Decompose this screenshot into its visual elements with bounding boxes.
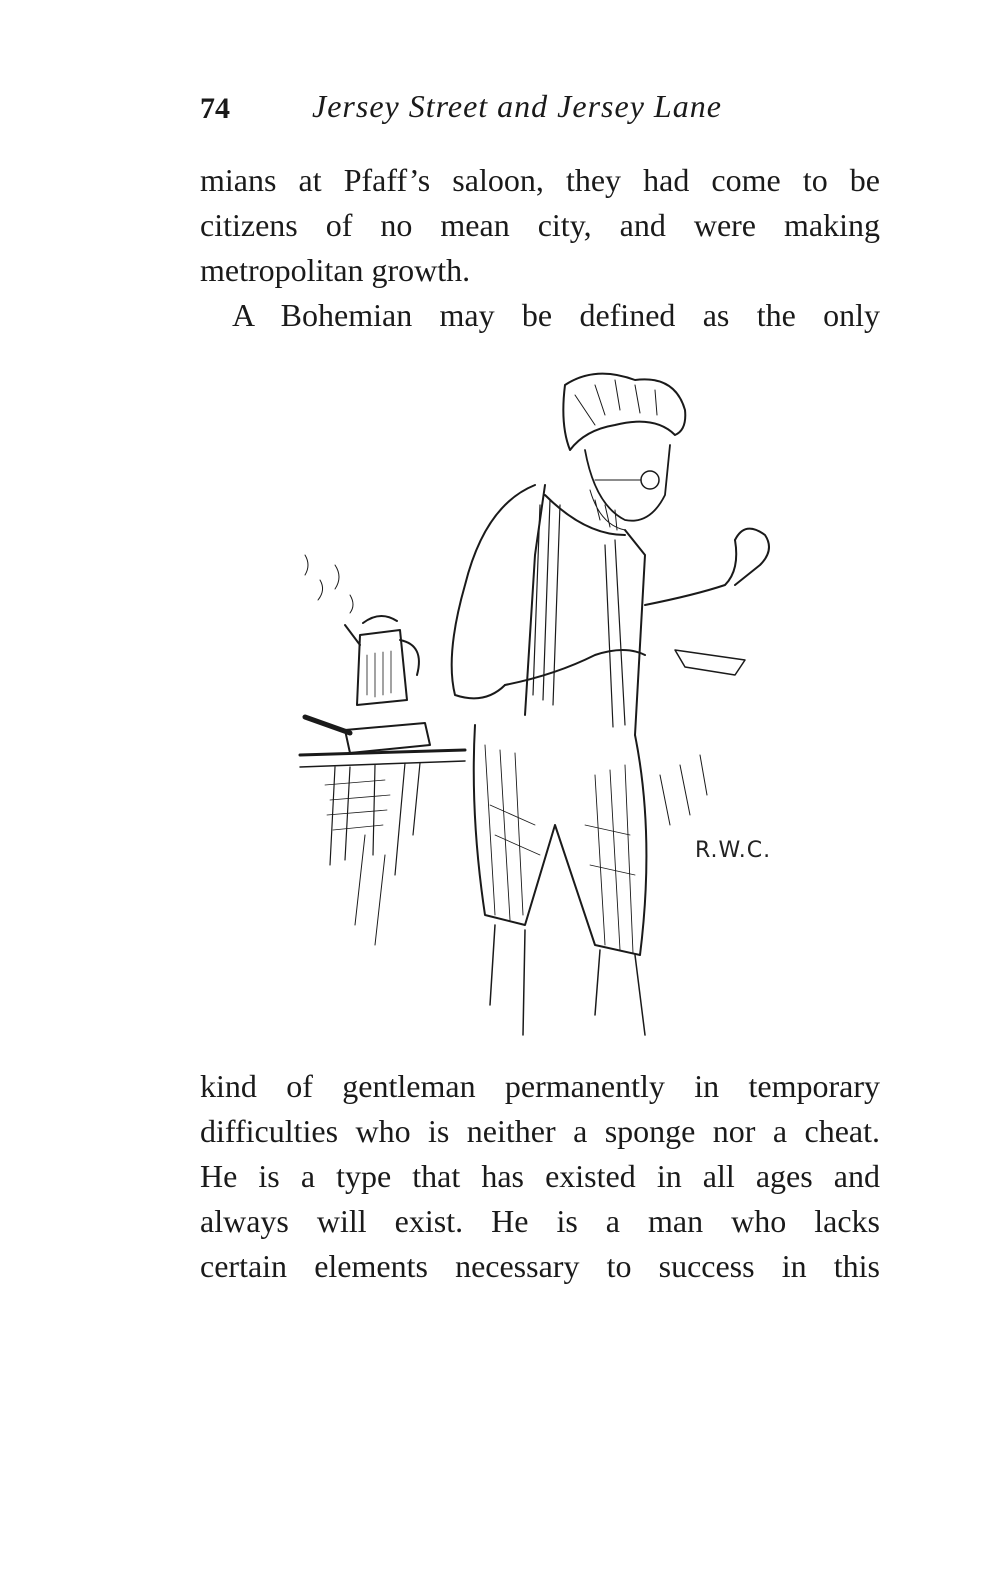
arm-right [645, 540, 736, 605]
paragraph-bottom [200, 1064, 880, 1289]
beard [590, 490, 625, 530]
text-line: A Bohemian may be defined as the only [232, 297, 880, 333]
legs [490, 925, 645, 1035]
page-number: 74 [200, 92, 230, 125]
steam [305, 555, 353, 613]
text-line: kind of gentleman permanently in temporary [200, 1068, 880, 1104]
text-line: always will exist. He is a man who lacks [200, 1203, 880, 1239]
text-line: He is a type that has existed in all ages and [200, 1158, 880, 1194]
coffee-pot [357, 630, 407, 705]
pan [345, 723, 430, 753]
text-line: citizens of no mean city, and were making [200, 207, 880, 243]
illustration-bohemian-man [295, 355, 785, 1055]
text-line: mians at Pfaff’s saloon, they had come to be [200, 162, 880, 198]
paper [675, 650, 745, 675]
shirt-left [452, 485, 535, 698]
hair [563, 374, 685, 450]
running-head: Jersey Street and Jersey Lane [312, 88, 722, 124]
text-line: difficulties who is neither a sponge nor a cheat. [200, 1113, 880, 1149]
table-edge [300, 761, 465, 767]
trousers [474, 725, 647, 955]
paragraph-top [200, 158, 880, 338]
arm-left [505, 650, 645, 685]
spectacles [641, 471, 659, 489]
hand-raised [735, 529, 769, 585]
text-line: certain elements necessary to success in this [200, 1248, 880, 1284]
pen-drawing [295, 355, 785, 1055]
illustrator-signature: R.W.C. [695, 838, 772, 863]
text-line: metropolitan growth. [200, 252, 471, 288]
